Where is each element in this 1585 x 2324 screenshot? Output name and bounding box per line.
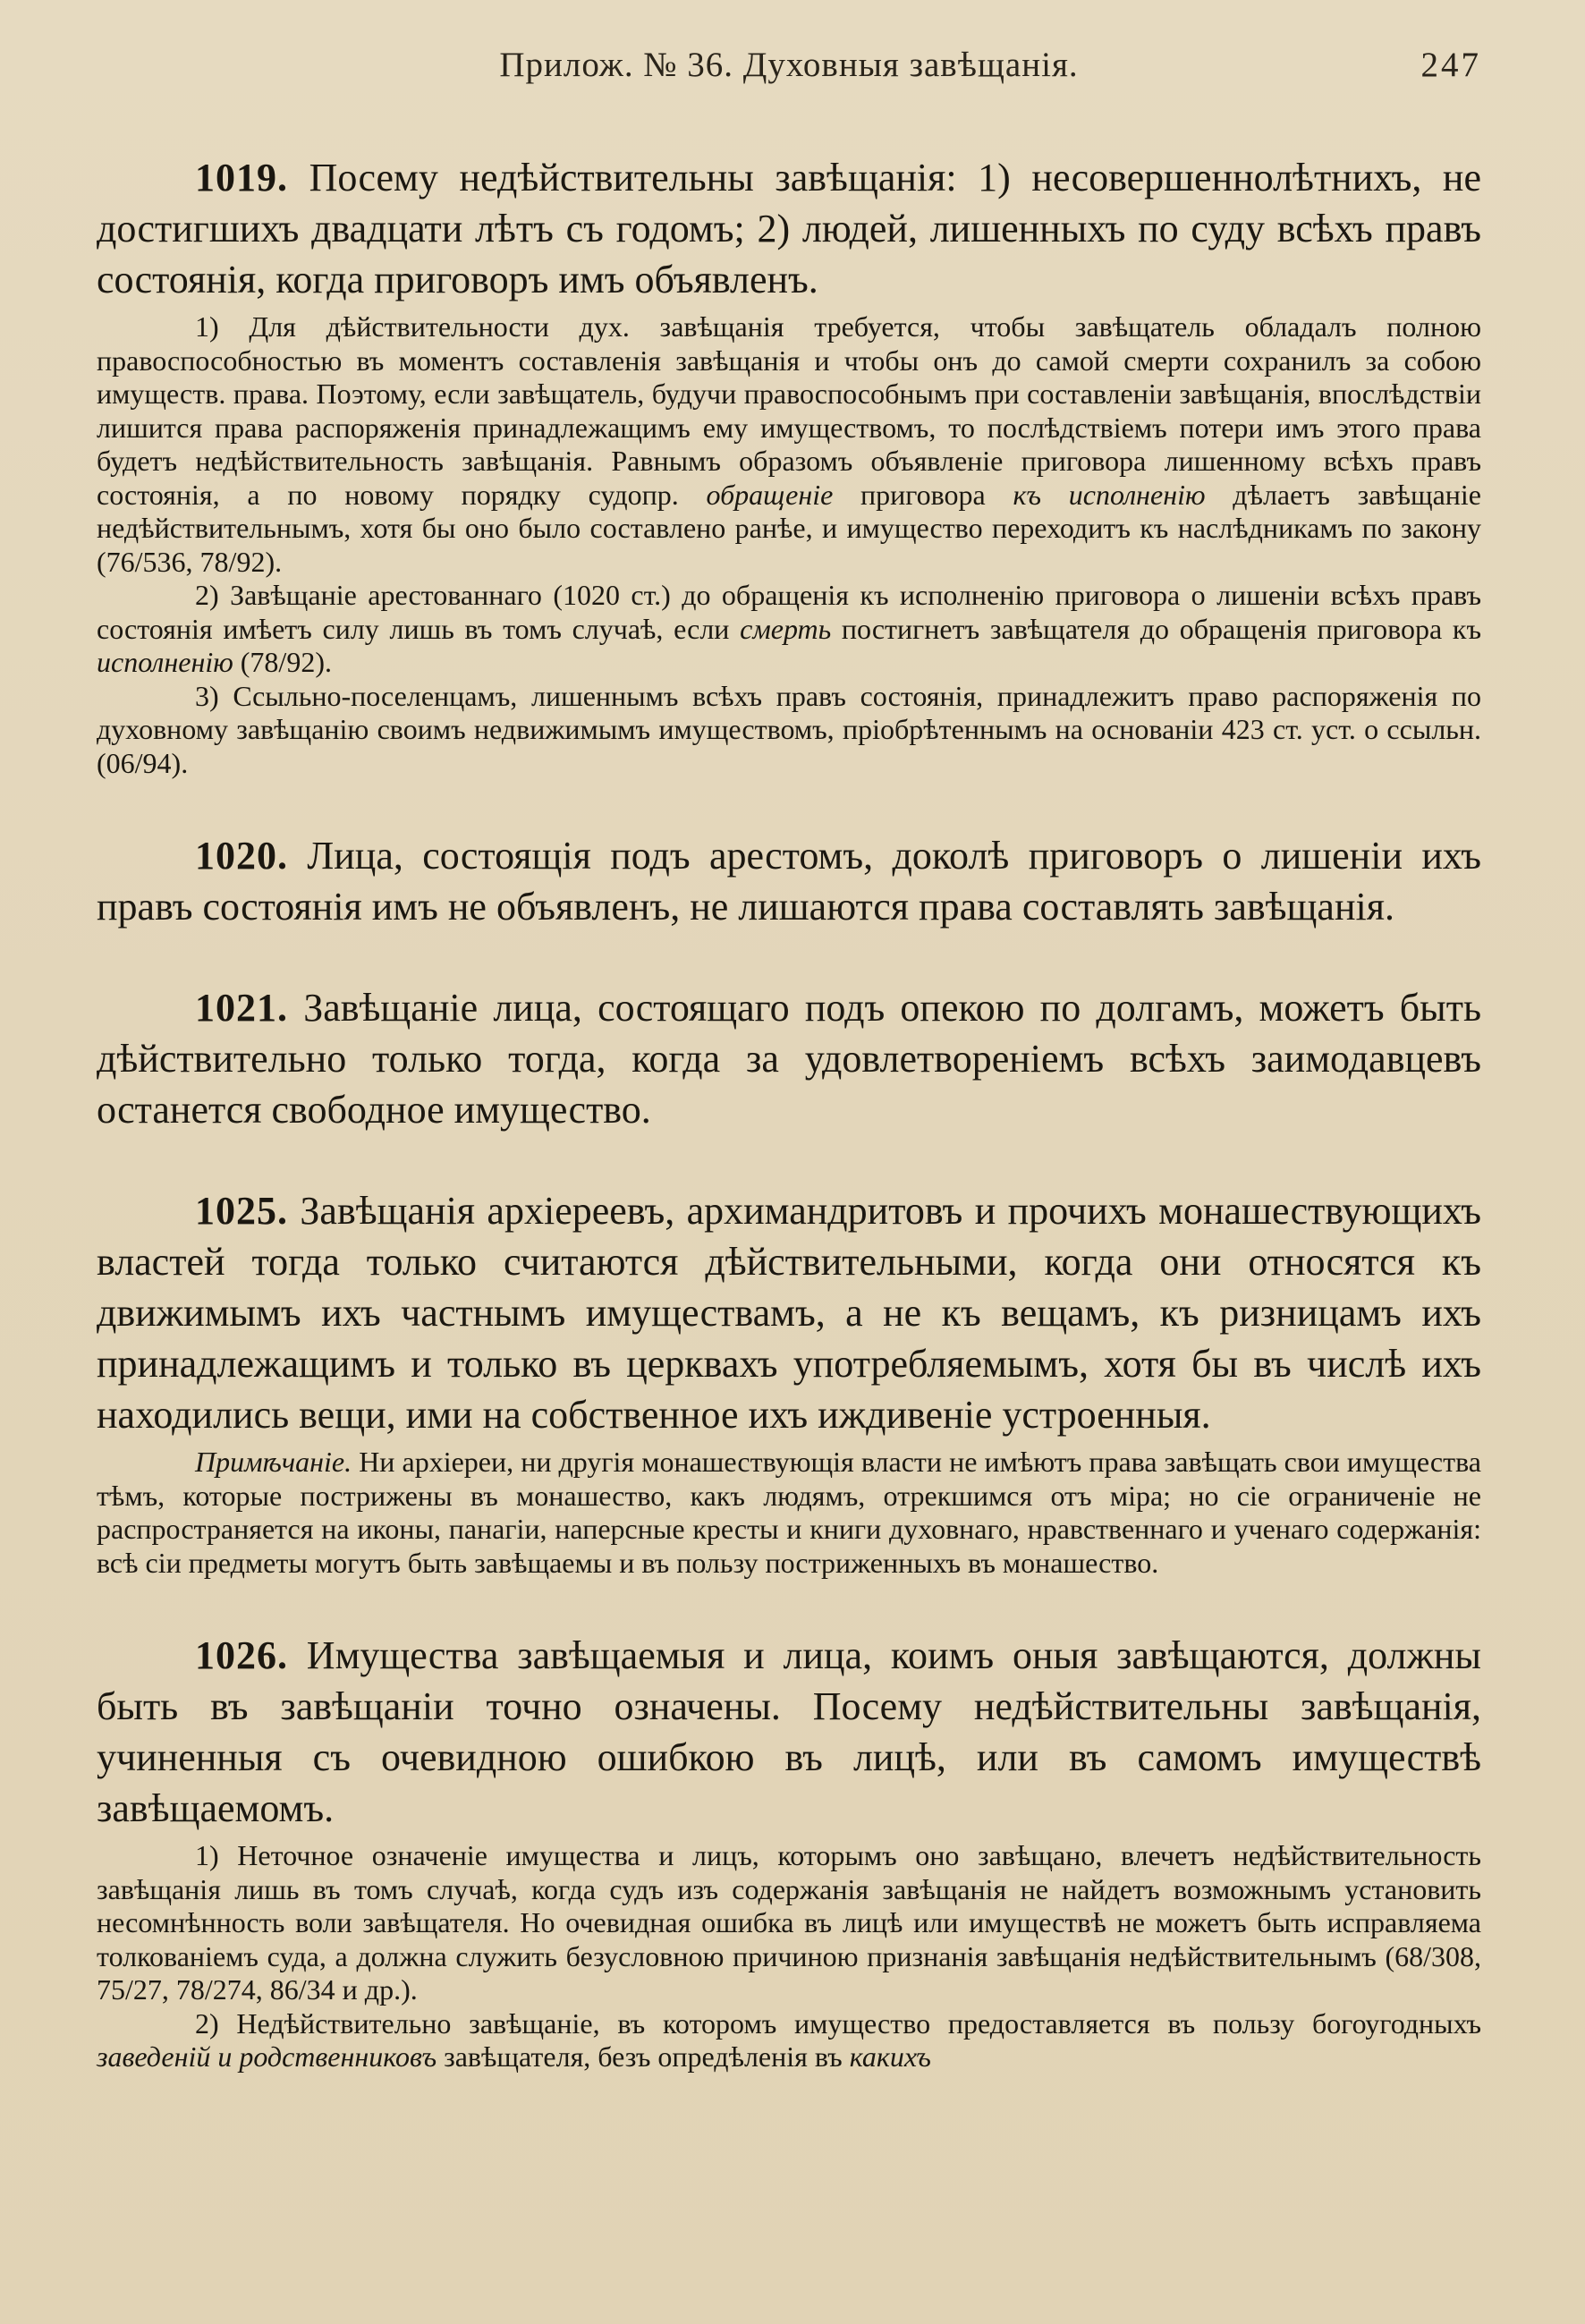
article-body — [97, 152, 1481, 305]
article-1026 — [97, 1630, 1481, 2074]
article-1020 — [97, 830, 1481, 932]
note-emphasis: къ исполненію — [1013, 478, 1206, 511]
article-text: Имущества завѣщаемыя и лица, коимъ оныя завѣщаются, должны быть въ завѣщаніи точно означены. Посему недѣйствительны завѣщанія, учиненныя съ очевидною ошибкою въ лицѣ, или въ самомъ имуществѣ завѣщаемомъ. — [97, 1633, 1481, 1830]
note-text: 3) Ссыльно-поселенцамъ, лишеннымъ всѣхъ правъ состоянія, принадлежитъ право распоряженія по духовному завѣщанію своимъ недвижимымъ имуществомъ, пріобрѣтеннымъ на основаніи 423 ст. уст. о ссыльн. (06/94). — [97, 679, 1481, 779]
article-text: Завѣщаніе лица, состоящаго подъ опекою по долгамъ, можетъ быть дѣйствительно только тогда, когда за удовлетвореніемъ всѣхъ заимодавцевъ останется свободное имущество. — [97, 986, 1482, 1132]
page-number: 247 — [1420, 46, 1481, 84]
remark-text: Ни архіереи, ни другія монашествующія власти не имѣютъ права завѣщать свои имущества тѣмъ, которые пострижены въ монашество, какъ людямъ, отрекшимся отъ міра; но сіе ограниченіе не распространяется на иконы, панагіи, наперсные кресты и книги духовнаго, нравственнаго и ученаго содержанія: всѣ сіи предметы могутъ быть завѣщаемы и въ пользу постриженныхъ въ монашество. — [97, 1446, 1482, 1579]
note-text: завѣщателя, безъ опредѣленія въ — [437, 2040, 850, 2073]
article-text: Завѣщанія архіереевъ, архимандритовъ и прочихъ монашествующихъ властей тогда только считаются дѣйствительными, когда они относятся къ движимымъ ихъ частнымъ имуществамъ, а не къ вещамъ, къ ризницамъ ихъ принадлежащимъ и только въ церквахъ употребляемымъ, хотя бы въ числѣ ихъ находились вещи, ими на собственное ихъ иждивеніе устроенныя. — [97, 1189, 1481, 1437]
article-1021 — [97, 982, 1481, 1135]
article-number: 1025. — [195, 1189, 288, 1233]
note-text: 1) Для дѣйствительности дух. завѣщанія требуется, чтобы завѣщатель обладалъ полною правоспособностью въ моментъ составленія завѣщанія и чтобы онъ до самой смерти сохранилъ за собою имуществ. права. Поэтому, если завѣщатель, будучи правоспособнымъ при составленіи завѣщанія, впослѣдствіи лишится права распоряженія принадлежащимъ ему имуществомъ, то послѣдствіемъ потери имъ этого права будетъ недѣйствительность завѣщанія. Равнымъ образомъ объявленіе приговора лишенному всѣхъ правъ состоянія, а по новому порядку судопр. — [97, 310, 1481, 511]
article-text: Лица, состоящія подъ арестомъ, доколѣ приговоръ о лишеніи ихъ правъ состоянія имъ не объявленъ, не лишаются права составлять завѣщанія. — [97, 834, 1482, 929]
note-text: (78/92). — [233, 646, 332, 678]
note-emphasis: смерть — [740, 612, 832, 645]
article-body — [97, 1630, 1481, 1834]
running-title: Прилож. № 36. Духовныя завѣщанія. — [499, 46, 1079, 84]
article-number: 1021. — [195, 986, 288, 1030]
article-1019 — [97, 152, 1481, 780]
remark-label: Примѣчаніе. — [195, 1446, 352, 1478]
note-text: дѣлаетъ завѣщаніе недѣйствительнымъ, хотя бы оно было составлено ранѣе, и имущество переходитъ къ наслѣдникамъ по закону (76/536, 78/92). — [97, 478, 1481, 578]
article-number: 1020. — [195, 834, 288, 878]
article-number: 1026. — [195, 1633, 288, 1677]
text-block — [97, 45, 1481, 2074]
commentary-note-2 — [97, 2007, 1481, 2074]
note-text: 2) Недѣйствительно завѣщаніе, въ которомъ имущество предоставляется въ пользу богоугодныхъ — [195, 2006, 1481, 2040]
note-emphasis: заведеній и родственниковъ — [97, 2040, 437, 2073]
article-1025 — [97, 1185, 1481, 1580]
commentary-note-2 — [97, 579, 1481, 680]
commentary-note-1 — [97, 310, 1481, 579]
note-text: 1) Неточное означеніе имущества и лицъ, которымъ оно завѣщано, влечетъ недѣйствительность завѣщанія лишь въ томъ случаѣ, когда судъ изъ содержанія завѣщанія не найдетъ возможнымъ установить несомнѣнность воли завѣщателя. Но очевидная ошибка въ лицѣ или имуществѣ не можетъ быть исправляема толкованіемъ суда, а должна служить безусловною причиною признанія завѣщанія недѣйствительнымъ (68/308, 75/27, 78/274, 86/34 и др.). — [97, 1839, 1481, 2006]
commentary-note-3 — [97, 680, 1481, 781]
article-text: Посему недѣйствительны завѣщанія: 1) несовершеннолѣтнихъ, не достигшихъ двадцати лѣтъ съ годомъ; 2) людей, лишенныхъ по суду всѣхъ правъ состоянія, когда приговоръ имъ объявленъ. — [97, 156, 1482, 301]
note-text: 2) Завѣщаніе арестованнаго (1020 ст.) до обращенія къ исполненію приговора о лишеніи всѣхъ правъ состоянія имѣетъ силу лишь въ томъ случаѣ, если — [97, 579, 1481, 645]
running-head — [97, 45, 1481, 98]
article-body — [97, 1185, 1481, 1440]
note-emphasis: какихъ — [849, 2040, 931, 2073]
note-text: приговора — [833, 478, 1013, 511]
article-number: 1019. — [195, 156, 288, 199]
article-body — [97, 830, 1481, 932]
remark-note — [97, 1446, 1481, 1580]
commentary-note-1 — [97, 1839, 1481, 2007]
note-emphasis: обращеніе — [706, 478, 834, 511]
article-body — [97, 982, 1481, 1135]
note-emphasis: исполненію — [97, 646, 233, 678]
note-text: постигнетъ завѣщателя до обращенія приговора къ — [831, 612, 1482, 645]
